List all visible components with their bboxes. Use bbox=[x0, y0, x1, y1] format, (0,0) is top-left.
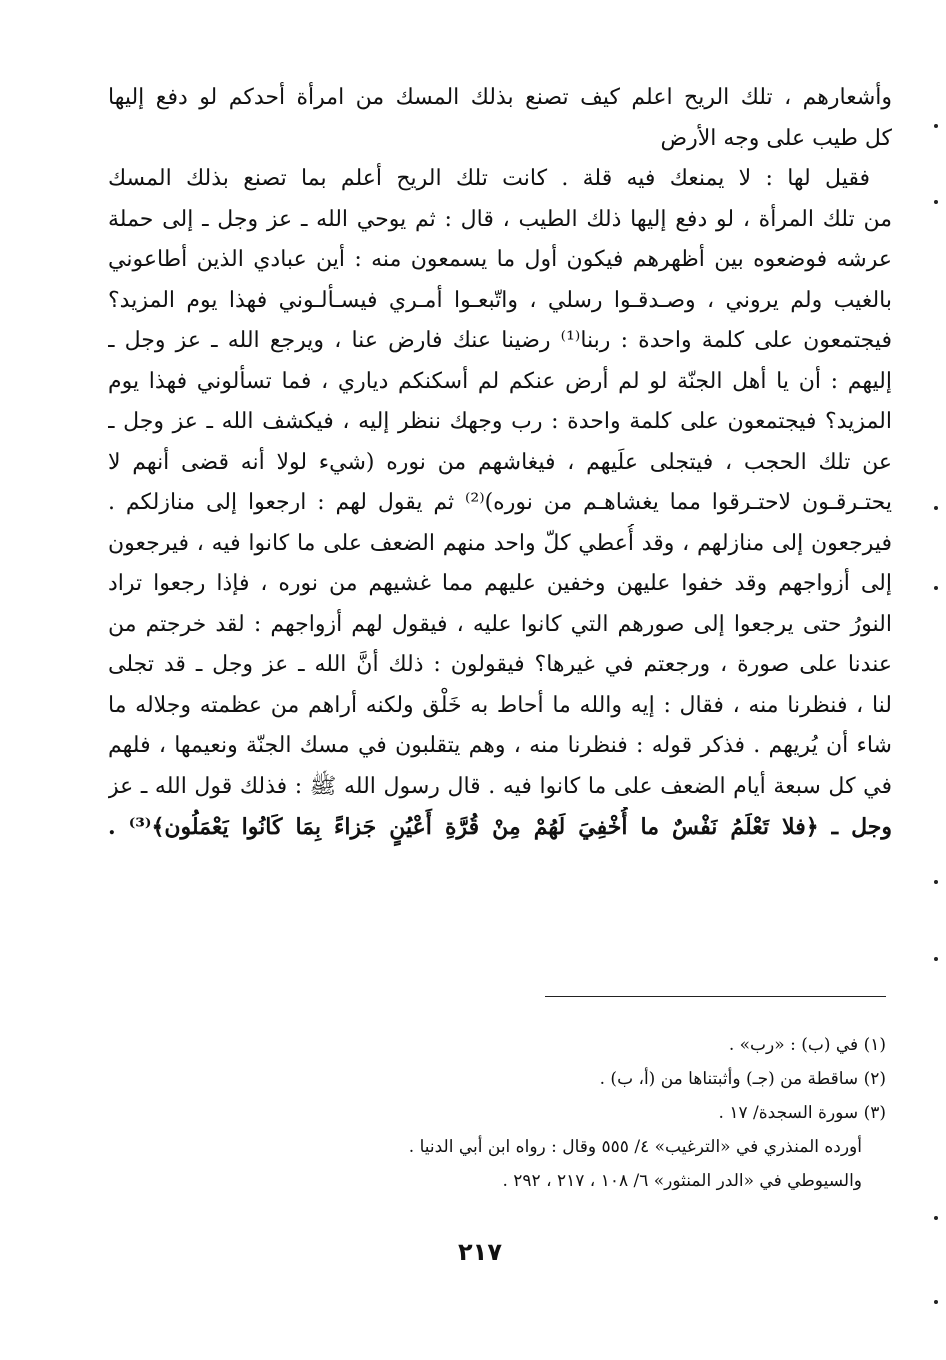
text-line: إلى أزواجهم وقد خفوا عليهن وخفين عليهم مما غشيهم من نوره ، فإذا رجعوا تراد bbox=[108, 571, 892, 596]
text-line: فقيل لها : لا يمنعك فيه قلة . كانت تلك الريح أعلم بما تصنع بذلك المسك bbox=[108, 166, 870, 191]
footnote-separator bbox=[545, 996, 886, 997]
text-line: عندنا على صورة ، ورجعتم في غيرها؟ فيقولون : ذلك أنَّ الله ـ عز وجل ـ قد تجلى bbox=[108, 652, 892, 677]
text-line: شاء أن يُريهم . فذكر قوله : فنظرنا منه ، وهم يتقلبون في مسك الجنّة ونعيمها ، فلهم bbox=[108, 733, 892, 758]
margin-dot bbox=[934, 506, 938, 510]
margin-dot bbox=[934, 1300, 938, 1304]
footnote-1: (١) في (ب) : «رب» . bbox=[728, 1035, 886, 1055]
text-line: من تلك المرأة ، لو دفع إليها ذلك الطيب ، قال : ثم يوحي الله ـ عز وجل ـ إلى حملة bbox=[108, 206, 892, 232]
text-line: لنا ، فنظرنا منه ، فقال : إيه والله ما أحاط به خَلْق ولكنه أراهم من عظمته وجلاله ما bbox=[108, 692, 892, 718]
page-number: ٢١٧ bbox=[458, 1238, 502, 1266]
text-line: بالغيب ولم يروني ، وصـدقـوا رسلي ، واتّبعـوا أمـري فيسـألـوني فهذا يوم المزيد؟ bbox=[108, 287, 892, 313]
margin-dot bbox=[934, 957, 938, 961]
quran-verse-line: وجل ـ ﴿فلا تَعْلَمُ نَفْسٌ ما أُخْفِيَ لَهُمْ مِنْ قُرَّةِ أَعْيُنٍ جَزاءً بِمَا كَانُوا يَعْمَلُون﴾⁽³⁾ . bbox=[108, 814, 892, 840]
text-line: النورُ حتى يرجعوا إلى صورهم التي كانوا عليه ، فيقول لهم أزواجهم : لقد خرجتم من bbox=[108, 611, 892, 637]
margin-dot bbox=[934, 586, 938, 590]
main-text bbox=[108, 78, 892, 848]
text-line: في كل سبعة أيام الضعف على ما كانوا فيه . قال رسول الله ﷺ : فذلك قول الله ـ عز bbox=[108, 773, 892, 799]
text-line: إليهم : أن يا أهل الجنّة لو لم أرض عنكم لم أسكنكم دياري ، فما تسألوني فهذا يوم bbox=[108, 368, 892, 394]
text-line: عرشه فوضعوه بين أظهرهم فيكون أول ما يسمعون منه : أين عبادي الذين أطاعوني bbox=[108, 247, 892, 272]
text-line: وأشعارهم ، تلك الريح اعلم كيف تصنع بذلك المسك من امرأة أحدكم لو دفع إليها bbox=[108, 85, 892, 110]
footnote-3-source-a: أورده المنذري في «الترغيب» ٤/ ٥٥٥ وقال : رواه ابن أبي الدنيا . bbox=[408, 1137, 862, 1157]
footnote-3: (٣) سورة السجدة/ ١٧ . bbox=[718, 1103, 886, 1123]
margin-dot bbox=[934, 1216, 938, 1220]
text-line: يحتـرقـون لاحتـرقوا مما يغشاهـم من نوره)⁽²⁾ ثم يقول لهم : ارجعوا إلى منازلكم . bbox=[108, 490, 892, 515]
text-line: كل طيب على وجه الأرض bbox=[660, 125, 892, 151]
margin-dot bbox=[934, 200, 938, 204]
text-line: المزيد؟ فيجتمعون على كلمة واحدة : رب وجهك ننظر إليه ، فيكشف الله ـ عز وجل ـ bbox=[108, 409, 892, 434]
footnote-3-source-b: والسيوطي في «الدر المنثور» ٦/ ١٠٨ ، ٢١٧ ، ٢٩٢ . bbox=[502, 1171, 862, 1191]
footnotes bbox=[300, 1028, 886, 1198]
margin-dot bbox=[934, 124, 938, 128]
text-line: فيجتمعون على كلمة واحدة : ربنا⁽¹⁾ رضينا عنك فارض عنا ، ويرجع الله ـ عز وجل ـ bbox=[108, 328, 892, 353]
margin-dot bbox=[934, 880, 938, 884]
text-line: فيرجعون إلى منازلهم ، وقد أُعطي كلّ واحد منهم الضعف على ما كانوا فيه ، فيرجعون bbox=[108, 530, 892, 556]
footnote-2: (٢) ساقطة من (جـ) وأثبتناها من (أ، ب) . bbox=[599, 1069, 886, 1089]
text-line: عن تلك الحجب ، فيتجلى علَيهم ، فيغاشهم من نوره (شيء لولا أنه قضى أنهم لا bbox=[108, 449, 892, 475]
